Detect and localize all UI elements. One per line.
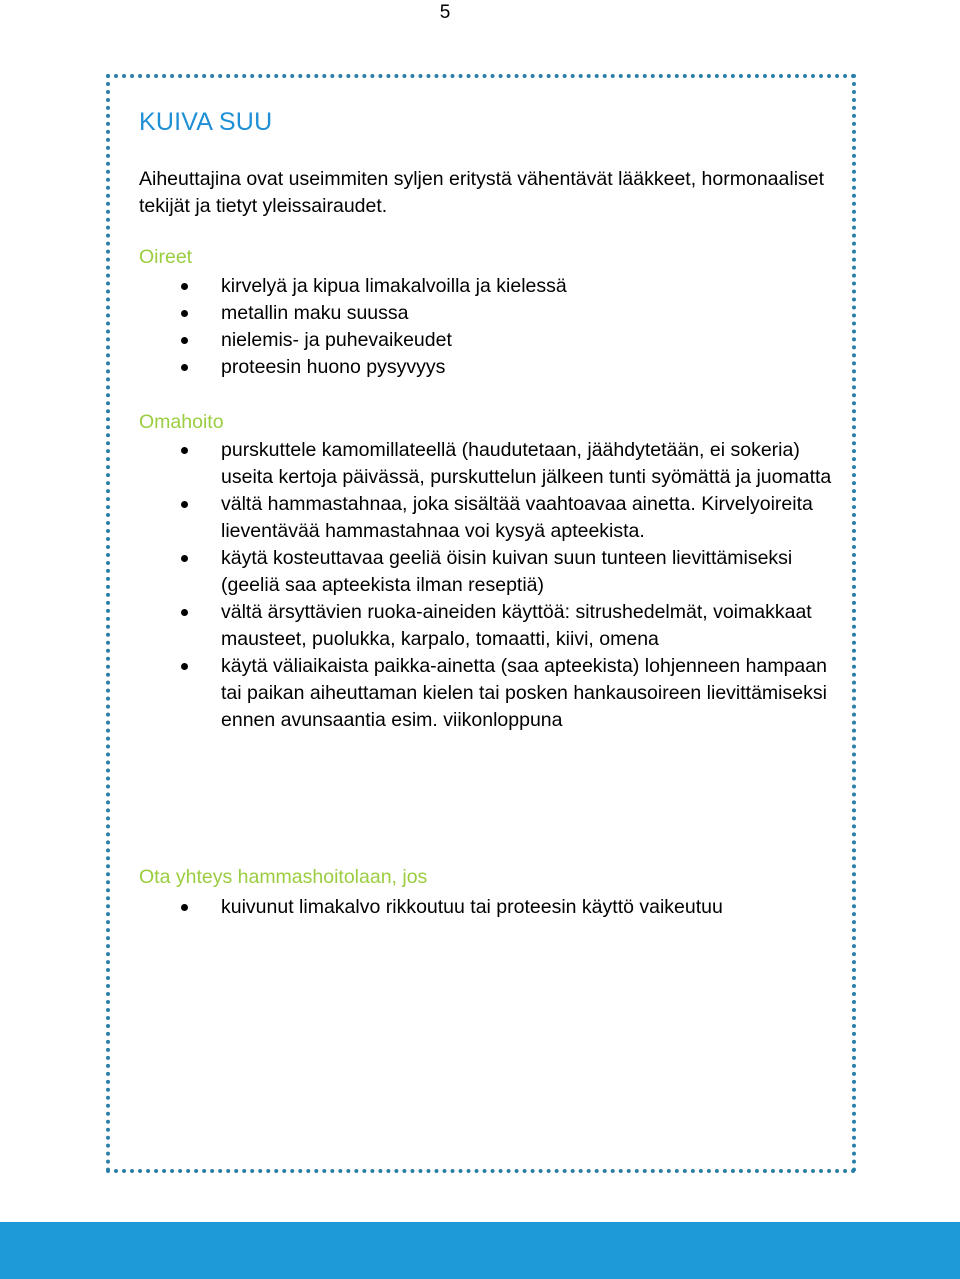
bullet-icon xyxy=(181,310,188,317)
yhteys-list xyxy=(139,894,839,921)
bullet-icon xyxy=(181,501,188,508)
page-title: KUIVA SUU xyxy=(139,108,273,136)
bullet-icon xyxy=(181,555,188,562)
intro-paragraph: Aiheuttajina ovat useimmiten syljen eritystä vähentävät lääkkeet, hormonaaliset tekijät ja tietyt yleissairaudet. xyxy=(139,168,825,217)
page-number: 5 xyxy=(439,2,451,23)
section-heading-oireet: Oireet xyxy=(139,246,193,268)
bullet-icon xyxy=(181,283,188,290)
list-item: purskuttele kamomillateellä (haudutetaan, jäähdytetään, ei sokeria) useita kertoja päivässä, purskuttelun jälkeen tunti syömättä ja juomatta xyxy=(139,437,839,491)
list-item: käytä kosteuttavaa geeliä öisin kuivan suun tunteen lievittämiseksi (geeliä saa apteekista ilman reseptiä) xyxy=(139,545,839,599)
bullet-icon xyxy=(181,447,188,454)
bullet-icon xyxy=(181,364,188,371)
list-item: metallin maku suussa xyxy=(139,300,839,327)
footer-bar xyxy=(0,1222,960,1279)
list-item: vältä ärsyttävien ruoka-aineiden käyttöä: sitrushedelmät, voimakkaat mausteet, puolukka, karpalo, tomaatti, kiivi, omena xyxy=(139,599,839,653)
bullet-icon xyxy=(181,609,188,616)
omahoito-list xyxy=(139,437,839,734)
list-item: käytä väliaikaista paikka-ainetta (saa apteekista) lohjenneen hampaan tai paikan aiheuttaman kielen tai posken hankausoireen lievittämiseksi ennen avunsaantia esim. viikonloppuna xyxy=(139,653,839,734)
list-item: kuivunut limakalvo rikkoutuu tai proteesin käyttö vaikeutuu xyxy=(139,894,839,921)
bullet-icon xyxy=(181,337,188,344)
list-item: nielemis- ja puhevaikeudet xyxy=(139,327,839,354)
list-item: vältä hammastahnaa, joka sisältää vaahtoavaa ainetta. Kirvelyoireita lieventävää hammastahnaa voi kysyä apteekista. xyxy=(139,491,839,545)
section-heading-yhteys: Ota yhteys hammashoitolaan, jos xyxy=(139,866,428,888)
list-item: kirvelyä ja kipua limakalvoilla ja kielessä xyxy=(139,273,839,300)
section-heading-omahoito: Omahoito xyxy=(139,411,224,433)
bullet-icon xyxy=(181,663,188,670)
list-item: proteesin huono pysyvyys xyxy=(139,354,839,381)
bullet-icon xyxy=(181,904,188,911)
oireet-list xyxy=(139,273,839,381)
